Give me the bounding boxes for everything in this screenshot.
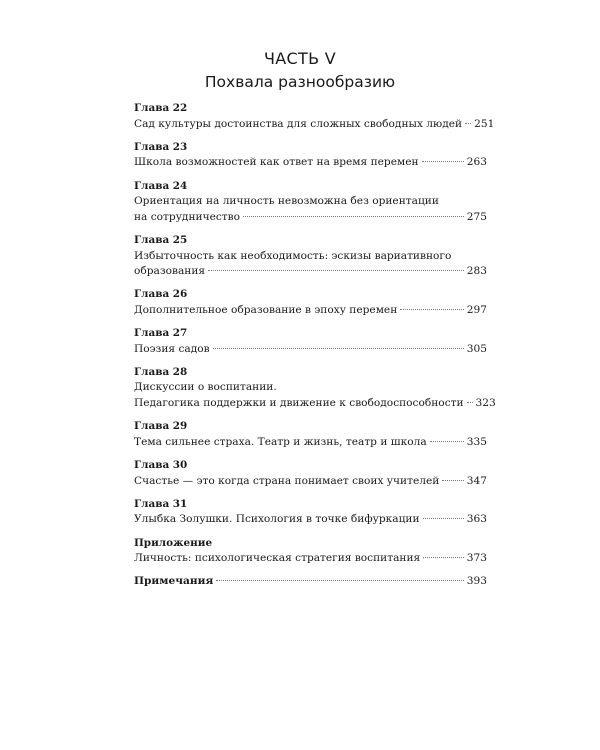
dot-leader bbox=[243, 216, 464, 217]
entry-title-row bbox=[134, 474, 487, 490]
toc-entry[interactable] bbox=[134, 536, 487, 567]
toc-entry[interactable] bbox=[134, 140, 487, 171]
dot-leader bbox=[467, 402, 473, 403]
chapter-label: Глава 28 bbox=[134, 365, 188, 378]
page-number: 347 bbox=[466, 474, 487, 487]
page-number: 335 bbox=[466, 435, 487, 448]
entry-title-row bbox=[134, 117, 495, 133]
entry-title: Счастье — это когда страна понимает своих учителей bbox=[134, 474, 440, 487]
notes-label: Примечания bbox=[134, 575, 214, 588]
page-number: 363 bbox=[466, 513, 487, 526]
entry-title-row bbox=[134, 396, 496, 412]
entry-title: образования bbox=[134, 265, 206, 278]
chapter-label: Глава 24 bbox=[134, 179, 188, 192]
dot-leader bbox=[400, 309, 464, 310]
page-number: 373 bbox=[466, 552, 487, 565]
dot-leader bbox=[213, 348, 464, 349]
dot-leader bbox=[423, 518, 464, 519]
part-header bbox=[0, 49, 600, 92]
entry-title-row bbox=[134, 551, 487, 567]
chapter-label: Глава 26 bbox=[134, 288, 188, 301]
entry-title: Дополнительное образование в эпоху перемен bbox=[134, 303, 398, 316]
chapter-label: Глава 22 bbox=[134, 102, 188, 114]
toc-entry[interactable] bbox=[134, 497, 487, 528]
dot-leader bbox=[216, 580, 463, 581]
page-number: 263 bbox=[466, 156, 487, 169]
dot-leader bbox=[465, 123, 471, 124]
part-title: Похвала разнообразию bbox=[204, 73, 396, 91]
entry-title: Тема сильнее страха. Театр и жизнь, театр и школа bbox=[134, 435, 427, 448]
page-number: 283 bbox=[466, 265, 487, 278]
dot-leader bbox=[423, 557, 464, 558]
page-number: 251 bbox=[474, 117, 495, 130]
entry-title: Сад культуры достоинства для сложных свободных людей bbox=[134, 117, 463, 130]
toc-entry[interactable] bbox=[134, 365, 496, 412]
entry-title-row bbox=[134, 210, 487, 226]
page-number: 323 bbox=[475, 397, 496, 410]
page-number: 297 bbox=[466, 303, 487, 316]
entry-title-row bbox=[134, 342, 487, 358]
dot-leader bbox=[422, 161, 464, 162]
toc-entry[interactable] bbox=[134, 419, 487, 450]
entry-title-row bbox=[134, 574, 487, 590]
entry-title: Личность: психологическая стратегия воспитания bbox=[134, 552, 421, 565]
entry-title-row bbox=[134, 303, 487, 319]
entry-title: Улыбка Золушки. Психология в точке бифуркации bbox=[134, 513, 420, 526]
entry-title-line: Избыточность как необходимость: эскизы вариативного bbox=[134, 249, 452, 262]
page-number: 275 bbox=[466, 210, 487, 223]
page-number: 305 bbox=[466, 342, 487, 355]
toc-entry[interactable] bbox=[134, 287, 487, 318]
table-of-contents bbox=[134, 101, 496, 598]
entry-title-row bbox=[134, 435, 487, 451]
chapter-label: Глава 23 bbox=[134, 140, 188, 153]
chapter-label: Глава 27 bbox=[134, 327, 188, 340]
entry-title: Школа возможностей как ответ на время перемен bbox=[134, 156, 419, 169]
chapter-label: Глава 29 bbox=[134, 420, 188, 433]
entry-title-line: Дискуссии о воспитании. bbox=[134, 381, 277, 394]
chapter-label: Приложение bbox=[134, 536, 213, 549]
part-label: ЧАСТЬ V bbox=[264, 49, 336, 68]
entry-title: Поэзия садов bbox=[134, 342, 210, 355]
chapter-label: Глава 31 bbox=[134, 497, 188, 510]
dot-leader bbox=[442, 480, 463, 481]
page-number: 393 bbox=[466, 575, 487, 588]
entry-title-row bbox=[134, 264, 487, 280]
entry-title: на сотрудничество bbox=[134, 210, 240, 223]
toc-entry[interactable] bbox=[134, 458, 487, 489]
entry-title-row bbox=[134, 512, 487, 528]
dot-leader bbox=[430, 441, 464, 442]
dot-leader bbox=[208, 270, 464, 271]
toc-entry[interactable] bbox=[134, 326, 487, 357]
toc-entry[interactable] bbox=[134, 179, 487, 226]
chapter-label: Глава 25 bbox=[134, 233, 188, 246]
entry-title: Педагогика поддержки и движение к свободоспособности bbox=[134, 397, 464, 410]
toc-entry-notes[interactable] bbox=[134, 574, 487, 590]
toc-entry[interactable] bbox=[134, 233, 487, 280]
entry-title-line: Ориентация на личность невозможна без ориентации bbox=[134, 195, 439, 208]
entry-title-row bbox=[134, 155, 487, 171]
chapter-label: Глава 30 bbox=[134, 459, 188, 472]
toc-entry[interactable] bbox=[134, 101, 495, 132]
